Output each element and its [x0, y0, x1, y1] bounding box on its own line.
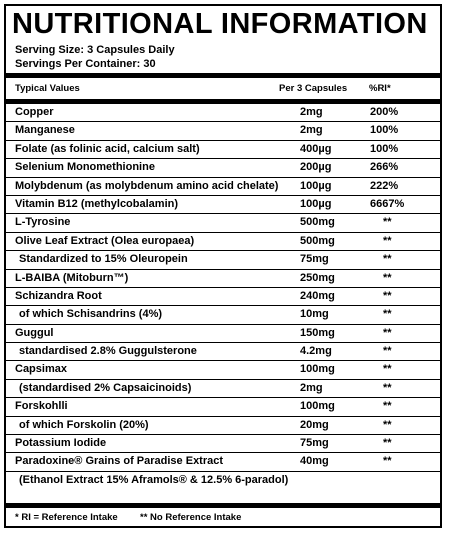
table-row [6, 233, 440, 251]
serving-size: Serving Size: 3 Capsules Daily [15, 44, 175, 56]
header-percent-ri: %RI* [369, 83, 391, 94]
servings-per-container: Servings Per Container: 30 [15, 58, 156, 70]
table-header [6, 79, 440, 99]
nutrient-amount: 100mg [300, 400, 335, 413]
nutrient-name: Potassium Iodide [15, 437, 107, 450]
nutrient-name: Molybdenum (as molybdenum amino acid chelate) [15, 179, 279, 192]
header-per-3-capsules: Per 3 Capsules [279, 83, 348, 94]
nutrient-table [6, 104, 440, 489]
nutrition-label [4, 4, 442, 528]
table-row [6, 178, 440, 196]
nutrient-amount: 100µg [300, 179, 332, 192]
nutrient-ri: ** [383, 308, 392, 321]
nutrient-name: Vitamin B12 (methylcobalamin) [15, 197, 179, 210]
nutrient-name: Paradoxine® Grains of Paradise Extract [15, 455, 224, 468]
table-row [6, 270, 440, 288]
nutrient-amount: 200µg [300, 161, 332, 174]
nutrient-name: Forskohlli [15, 400, 68, 413]
table-row [6, 325, 440, 343]
table-row [6, 380, 440, 398]
table-row [6, 141, 440, 159]
nutrient-amount: 500mg [300, 234, 335, 247]
table-row [6, 251, 440, 269]
nutrient-ri: 200% [370, 106, 399, 118]
divider-top [6, 73, 440, 78]
nutrient-ri: ** [383, 381, 392, 394]
nutrient-amount: 4.2mg [300, 345, 332, 358]
nutrient-amount: 100mg [300, 363, 335, 376]
table-row [6, 398, 440, 416]
nutrient-ri: ** [383, 253, 392, 266]
nutrient-amount: 2mg [300, 124, 323, 137]
nutrient-ri: ** [383, 400, 392, 413]
table-row [6, 159, 440, 177]
nutrient-ri: 100% [370, 124, 399, 137]
nutrient-ri: ** [383, 216, 392, 229]
divider-bottom [6, 503, 440, 508]
nutrient-amount: 400µg [300, 142, 332, 155]
nutrient-amount: 100µg [300, 197, 332, 210]
nutrient-name: (Ethanol Extract 15% Aframols® & 12.5% 6-paradol) [19, 473, 289, 486]
nutrient-name: Folate (as folinic acid, calcium salt) [15, 142, 200, 155]
table-row [6, 453, 440, 471]
nutrient-ri: 6667% [370, 197, 405, 210]
table-row [6, 122, 440, 140]
nutrient-amount: 40mg [300, 455, 329, 468]
nutrient-name: of which Forskolin (20%) [19, 418, 149, 431]
nutrient-amount: 150mg [300, 326, 335, 339]
nutrient-amount: 240mg [300, 289, 335, 302]
nutrient-name: (standardised 2% Capsaicinoids) [19, 381, 192, 394]
nutrient-name: Standardized to 15% Oleuropein [19, 253, 188, 266]
table-row [6, 343, 440, 361]
nutrient-amount: 10mg [300, 308, 329, 321]
nutrient-name: L-BAIBA (Mitoburn™) [15, 271, 129, 284]
nutrient-name: Guggul [15, 326, 54, 339]
nutrient-amount: 75mg [300, 253, 329, 266]
nutrient-ri: ** [383, 289, 392, 302]
nutrient-name: Copper [15, 106, 54, 118]
nutrient-name: Selenium Monomethionine [15, 161, 155, 174]
table-row [6, 214, 440, 232]
table-row [6, 435, 440, 453]
nutrient-ri: 222% [370, 179, 399, 192]
nutrient-amount: 20mg [300, 418, 329, 431]
table-row [6, 306, 440, 324]
nutrient-ri: 266% [370, 161, 399, 174]
nutrient-ri: ** [383, 345, 392, 358]
nutrient-amount: 2mg [300, 381, 323, 394]
nutrient-ri: ** [383, 455, 392, 468]
nutrient-amount: 500mg [300, 216, 335, 229]
nutrient-name: Manganese [15, 124, 75, 137]
footnote-ri: * RI = Reference Intake [15, 512, 118, 523]
nutrient-name: of which Schisandrins (4%) [19, 308, 163, 321]
nutrient-name: Olive Leaf Extract (Olea europaea) [15, 234, 195, 247]
nutrient-ri: ** [383, 326, 392, 339]
nutrient-name: Capsimax [15, 363, 67, 376]
nutrient-name: standardised 2.8% Guggulsterone [19, 345, 197, 358]
header-typical-values: Typical Values [15, 83, 80, 94]
table-row [6, 472, 440, 489]
nutrient-ri: 100% [370, 142, 399, 155]
table-row [6, 417, 440, 435]
table-row [6, 104, 440, 122]
table-row [6, 361, 440, 379]
nutrient-name: L-Tyrosine [15, 216, 71, 229]
nutrient-amount: 75mg [300, 437, 329, 450]
nutrient-amount: 2mg [300, 106, 323, 118]
label-title: NUTRITIONAL INFORMATION [12, 8, 428, 40]
nutrient-ri: ** [383, 437, 392, 450]
nutrient-amount: 250mg [300, 271, 335, 284]
footnote-no-ri: ** No Reference Intake [140, 512, 242, 523]
nutrient-ri: ** [383, 418, 392, 431]
nutrient-name: Schizandra Root [15, 289, 102, 302]
nutrient-ri: ** [383, 271, 392, 284]
nutrient-ri: ** [383, 363, 392, 376]
table-row [6, 196, 440, 214]
nutrient-ri: ** [383, 234, 392, 247]
table-row [6, 288, 440, 306]
